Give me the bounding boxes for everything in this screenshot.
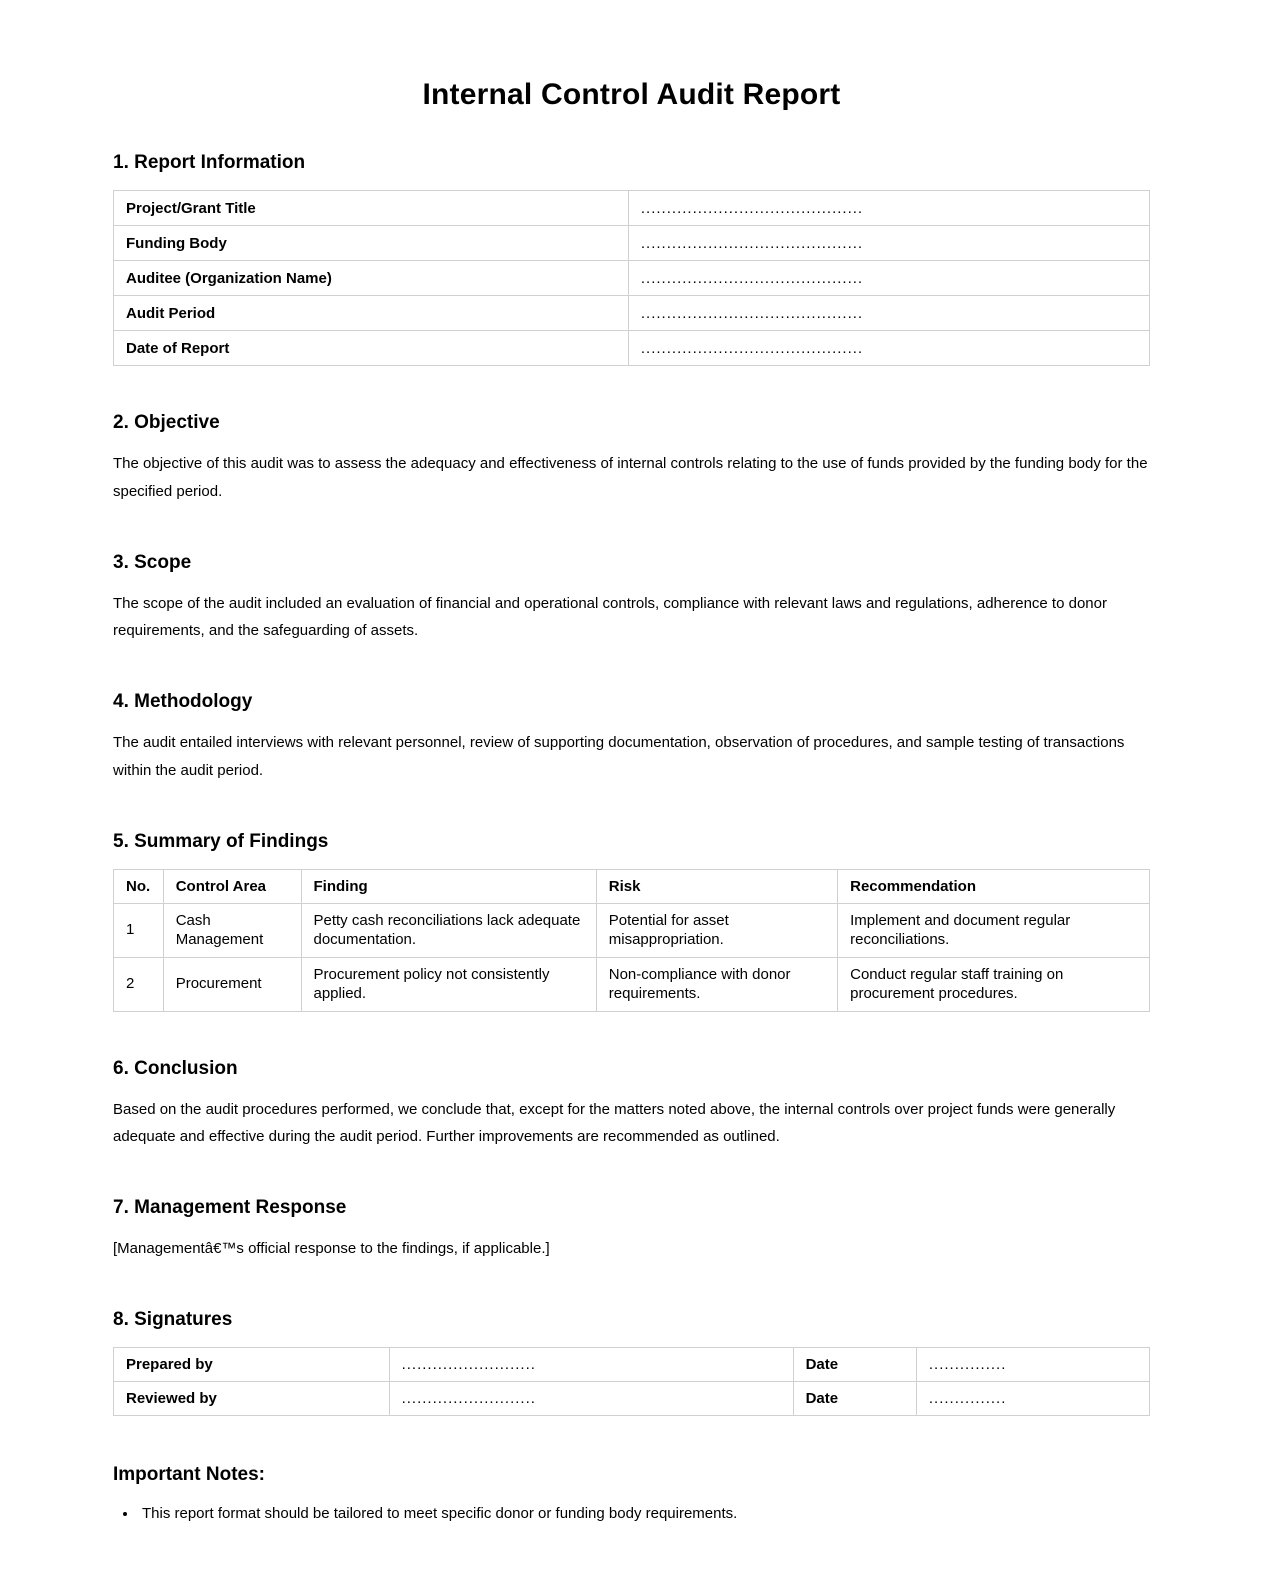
section-heading-objective: 2. Objective xyxy=(113,412,220,433)
section-heading-findings: 5. Summary of Findings xyxy=(113,830,329,852)
objective-paragraph: The objective of this audit was to assess the adequacy and effectiveness of internal controls relating to the use of funds provided by the funding body for the specified period. xyxy=(113,455,1148,500)
section-heading-management-response: 7. Management Response xyxy=(113,1197,347,1218)
table-row xyxy=(114,1381,1150,1415)
notes-heading: Important Notes: xyxy=(113,1463,265,1485)
signatures-table xyxy=(113,1347,1150,1416)
table-row xyxy=(114,957,1150,1011)
notes-list xyxy=(113,1500,1150,1528)
management-response-paragraph: [Managementâ€™s official response to the findings, if applicable.] xyxy=(113,1240,550,1257)
table-row xyxy=(114,296,1150,331)
methodology-paragraph: The audit entailed interviews with relevant personnel, review of supporting documentation, observation of procedures, and sample testing of transactions within the audit period. xyxy=(113,734,1125,779)
signature-line-placeholder: .......................... xyxy=(401,1355,536,1373)
table-header-row xyxy=(114,869,1150,903)
table-row xyxy=(114,226,1150,261)
finding-text: Procurement policy not consistently applied. xyxy=(301,957,596,1011)
field-value-placeholder: ........................................... xyxy=(640,199,864,217)
finding-recommendation: Conduct regular staff training on procurement procedures. xyxy=(838,957,1150,1011)
signature-date-placeholder: ............... xyxy=(928,1355,1007,1373)
finding-recommendation: Implement and document regular reconciliations. xyxy=(838,903,1150,957)
section-heading-scope: 3. Scope xyxy=(113,551,192,573)
section-heading-report-information: 1. Report Information xyxy=(113,152,306,173)
section-heading-methodology: 4. Methodology xyxy=(113,691,253,712)
signature-label-prepared-by: Prepared by xyxy=(114,1347,390,1381)
field-label-auditee: Auditee (Organization Name) xyxy=(114,261,629,296)
table-row xyxy=(114,331,1150,366)
table-row xyxy=(114,191,1150,226)
report-information-table xyxy=(113,190,1150,366)
column-header-risk: Risk xyxy=(596,869,837,903)
field-value-placeholder: ........................................... xyxy=(640,269,864,287)
field-label-audit-period: Audit Period xyxy=(114,296,629,331)
field-label-project-grant-title: Project/Grant Title xyxy=(114,191,629,226)
field-value-placeholder: ........................................... xyxy=(640,339,864,357)
section-heading-conclusion: 6. Conclusion xyxy=(113,1057,238,1079)
table-row xyxy=(114,261,1150,296)
conclusion-paragraph: Based on the audit procedures performed, we conclude that, except for the matters noted above, the internal controls over project funds were generally adequate and effective during the audit period. Further improvements are recommended as outlined. xyxy=(113,1100,1116,1146)
field-label-funding-body: Funding Body xyxy=(114,226,629,261)
column-header-no: No. xyxy=(114,869,164,903)
findings-table xyxy=(113,869,1150,1012)
column-header-finding: Finding xyxy=(301,869,596,903)
signature-line-placeholder: .......................... xyxy=(401,1389,536,1407)
note-item: • This report format should be tailored to meet specific donor or funding body requirements. xyxy=(138,1500,1150,1528)
signature-date-placeholder: ............... xyxy=(928,1389,1007,1407)
column-header-control-area: Control Area xyxy=(163,869,301,903)
signature-date-label: Date xyxy=(793,1381,916,1415)
finding-control-area: Procurement xyxy=(163,957,301,1011)
signature-date-label: Date xyxy=(793,1347,916,1381)
field-value-placeholder: ........................................... xyxy=(640,304,864,322)
field-value-placeholder: ........................................... xyxy=(640,234,864,252)
scope-paragraph: The scope of the audit included an evaluation of financial and operational controls, compliance with relevant laws and regulations, adherence to donor requirements, and the safeguarding of assets. xyxy=(113,594,1107,640)
field-label-date-of-report: Date of Report xyxy=(114,331,629,366)
finding-no: 2 xyxy=(114,957,164,1011)
finding-control-area: Cash Management xyxy=(163,903,301,957)
document-title: Internal Control Audit Report xyxy=(422,78,841,111)
table-row xyxy=(114,1347,1150,1381)
finding-risk: Non-compliance with donor requirements. xyxy=(596,957,837,1011)
signature-label-reviewed-by: Reviewed by xyxy=(114,1381,390,1415)
section-heading-signatures: 8. Signatures xyxy=(113,1308,233,1330)
column-header-recommendation: Recommendation xyxy=(838,869,1150,903)
finding-risk: Potential for asset misappropriation. xyxy=(596,903,837,957)
table-row xyxy=(114,903,1150,957)
finding-text: Petty cash reconciliations lack adequate documentation. xyxy=(301,903,596,957)
finding-no: 1 xyxy=(114,903,164,957)
